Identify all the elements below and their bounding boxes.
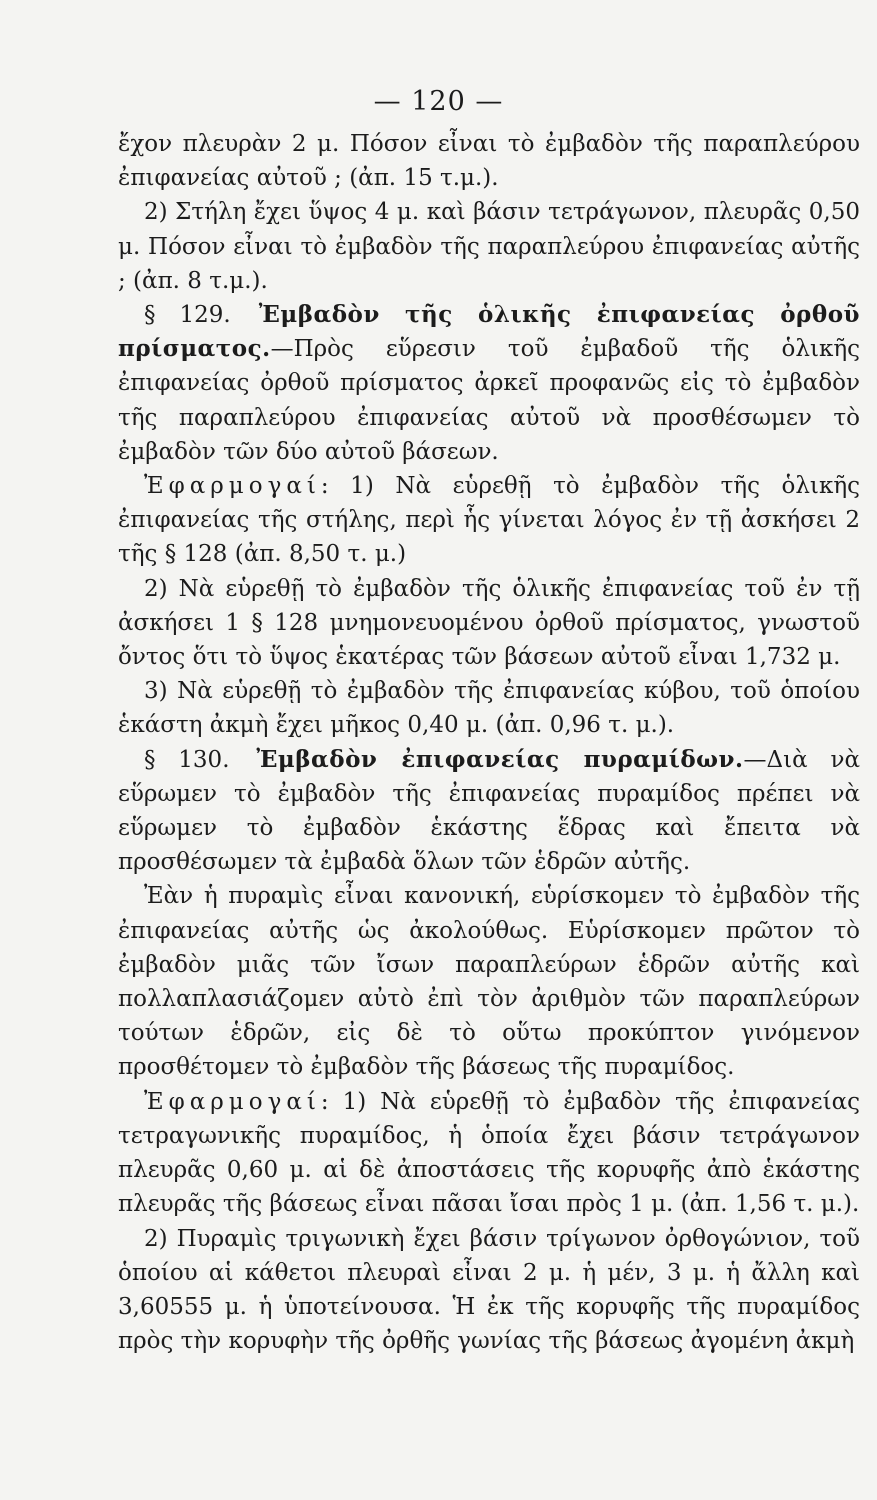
section-129-number: § 129. [144, 302, 231, 329]
paragraph-regular-pyramid: Ἐὰν ἡ πυραμὶς εἶναι κανονική, εὑρίσκομεν τὸ ἐμβαδὸν τῆς ἐπιφανείας αὐτῆς ὡς ἀκολούθως. Εὑρίσκομεν πρῶτον τὸ ἐμβαδὸν μιᾶς τῶν ἴσων παραπλεύρων ἑδρῶν αὐτῆς καὶ πολλαπλασιάζομεν αὐτὸ ἐπὶ τὸν ἀριθμὸν τῶν παραπλεύρων τούτων ἑδρῶν, εἰς δὲ τὸ οὕτω προκύπτον γινόμενον προσθέτομεν τὸ ἐμβαδὸν τῆς βάσεως τῆς πυραμίδος. [118, 883, 860, 1081]
section-130-title: Ἐμβαδὸν ἐπιφανείας πυραμίδων. [256, 745, 744, 773]
paragraph-triangular-pyramid: 2) Πυραμὶς τριγωνικὴ ἔχει βάσιν τρίγωνον ὀρθογώνιον, τοῦ ὁποίου αἱ κάθετοι πλευραὶ εἶναι 2 μ. ἡ μέν, 3 μ. ἡ ἄλλη καὶ 3,60555 μ. ἡ ὑποτείνουσα. Ἡ ἐκ τῆς κορυφῆς τῆς πυραμίδος πρὸς τὴν κορυφὴν τῆς ὀρθῆς γωνίας τῆς βάσεως ἀγομένη ἀκμὴ [118, 1225, 860, 1355]
section-129 [118, 298, 860, 469]
applications-129 [118, 469, 860, 572]
paragraph-application-2: 2) Νὰ εὑρεθῇ τὸ ἐμβαδὸν τῆς ὁλικῆς ἐπιφανείας τοῦ ἐν τῇ ἀσκήσει 1 § 128 μνημονευομένου ὀρθοῦ πρίσματος, γνωστοῦ ὄντος ὅτι τὸ ὕψος ἑκατέρας τῶν βάσεων αὐτοῦ εἶναι 1,732 μ. [118, 575, 860, 671]
paragraph-exercise-2: 2) Στήλη ἔχει ὕψος 4 μ. καὶ βάσιν τετράγωνον, πλευρᾶς 0,50 μ. Πόσον εἶναι τὸ ἐμβαδὸν τῆς παραπλεύρου ἐπιφανείας αὐτῆς ; (ἀπ. 8 τ.μ.). [118, 199, 860, 294]
section-129-text: —Πρὸς εὕρεσιν τοῦ ἐμβαδοῦ τῆς ὁλικῆς ἐπιφανείας ὀρθοῦ πρίσματος ἀρκεῖ προφανῶς εἰς τὸ ἐμβαδὸν τῆς παραπλεύρου ἐπιφανείας αὐτοῦ νὰ προσθέσωμεν τὸ ἐμβαδὸν τῶν δύο αὐτοῦ βάσεων. [118, 336, 860, 465]
section-130 [118, 743, 860, 880]
applications-label: Ἐφαρμογαί [144, 473, 321, 500]
applications-130 [118, 1085, 860, 1222]
paragraph-exercise-continuation: ἔχον πλευρὰν 2 μ. Πόσον εἶναι τὸ ἐμβαδὸν τῆς παραπλεύρου ἐπιφανείας αὐτοῦ ; (ἀπ. 15 τ.μ.). [118, 131, 860, 192]
applications-label: Ἐφαρμογαί [144, 1088, 321, 1115]
section-129-title: Ἐμβαδὸν τῆς ὁλικῆς ἐπιφανείας ὀρθοῦ πρίσματος. [118, 301, 860, 363]
section-130-text: —Διὰ νὰ εὕρωμεν τὸ ἐμβαδὸν τῆς ἐπιφανείας πυραμίδος πρέπει νὰ εὕρωμεν τὸ ἐμβαδὸν ἑκάστης ἕδρας καὶ ἔπειτα νὰ προσθέσωμεν τὰ ἐμβαδὰ ὅλων τῶν ἑδρῶν αὐτῆς. [118, 746, 860, 876]
page-text [118, 127, 860, 1358]
applications-130-text: : 1) Νὰ εὑρεθῇ τὸ ἐμβαδὸν τῆς ἐπιφανείας τετραγωνικῆς πυραμίδος, ἡ ὁποία ἔχει βάσιν τετράγωνον πλευρᾶς 0,60 μ. αἱ δὲ ἀποστάσεις τῆς κορυφῆς ἀπὸ ἑκάστης πλευρᾶς τῆς βάσεως εἶναι πᾶσαι ἴσαι πρὸς 1 μ. (ἀπ. 1,56 τ. μ.). [118, 1088, 860, 1218]
paragraph-application-3: 3) Νὰ εὑρεθῇ τὸ ἐμβαδὸν τῆς ἐπιφανείας κύβου, τοῦ ὁποίου ἑκάστη ἀκμὴ ἔχει μῆκος 0,40 μ. (ἀπ. 0,96 τ. μ.). [118, 678, 860, 739]
section-130-number: § 130. [144, 746, 230, 773]
applications-129-text: : 1) Νὰ εὑρεθῇ τὸ ἐμβαδὸν τῆς ὁλικῆς ἐπιφανείας τῆς στήλης, περὶ ἧς γίνεται λόγος ἐν τῇ ἀσκήσει 2 τῆς § 128 (ἀπ. 8,50 τ. μ.) [118, 473, 860, 568]
page-number: — 120 — [373, 86, 504, 117]
